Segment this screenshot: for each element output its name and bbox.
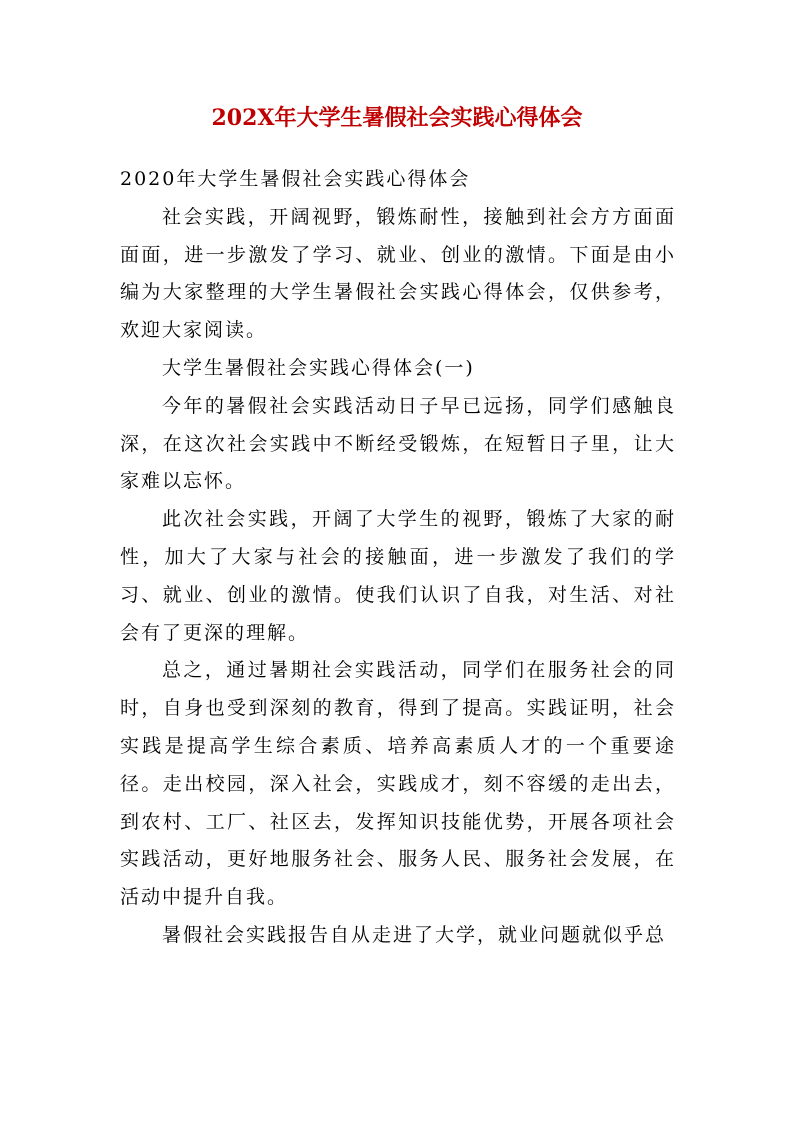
section-heading: 大学生暑假社会实践心得体会(一) xyxy=(162,356,475,379)
document-body xyxy=(120,161,676,955)
paragraph-3: 总之，通过暑期社会实践活动，同学们在服务社会的同时，自身也受到深刻的教育，得到了提高。实践证明，社会实践是提高学生综合素质、培养高素质人才的一个重要途径。走出校园，深入社会，实践成才，刻不容缓的走出去，到农村、工厂、社区去，发挥知识技能优势，开展各项社会实践活动，更好地服务社会、服务人民、服务社会发展，在活动中提升自我。 xyxy=(120,659,676,909)
document-title: 202X年大学生暑假社会实践心得体会 xyxy=(211,105,583,131)
document-subtitle: 2020年大学生暑假社会实践心得体会 xyxy=(120,168,471,190)
paragraph-intro: 社会实践，开阔视野，锻炼耐性，接触到社会方方面面面面，进一步激发了学习、就业、创业的激情。下面是由小编为大家整理的大学生暑假社会实践心得体会，仅供参考，欢迎大家阅读。 xyxy=(120,205,676,342)
paragraph-2: 此次社会实践，开阔了大学生的视野，锻炼了大家的耐性，加大了大家与社会的接触面，进一步激发了我们的学习、就业、创业的激情。使我们认识了自我，对生活、对社会有了更深的理解。 xyxy=(120,508,676,644)
paragraph-4: 暑假社会实践报告自从走进了大学，就业问题就似乎总 xyxy=(162,923,667,946)
paragraph-1: 今年的暑假社会实践活动日子早已远扬，同学们感触良深，在这次社会实践中不断经受锻炼，在短暂日子里，让大家难以忘怀。 xyxy=(120,394,676,493)
